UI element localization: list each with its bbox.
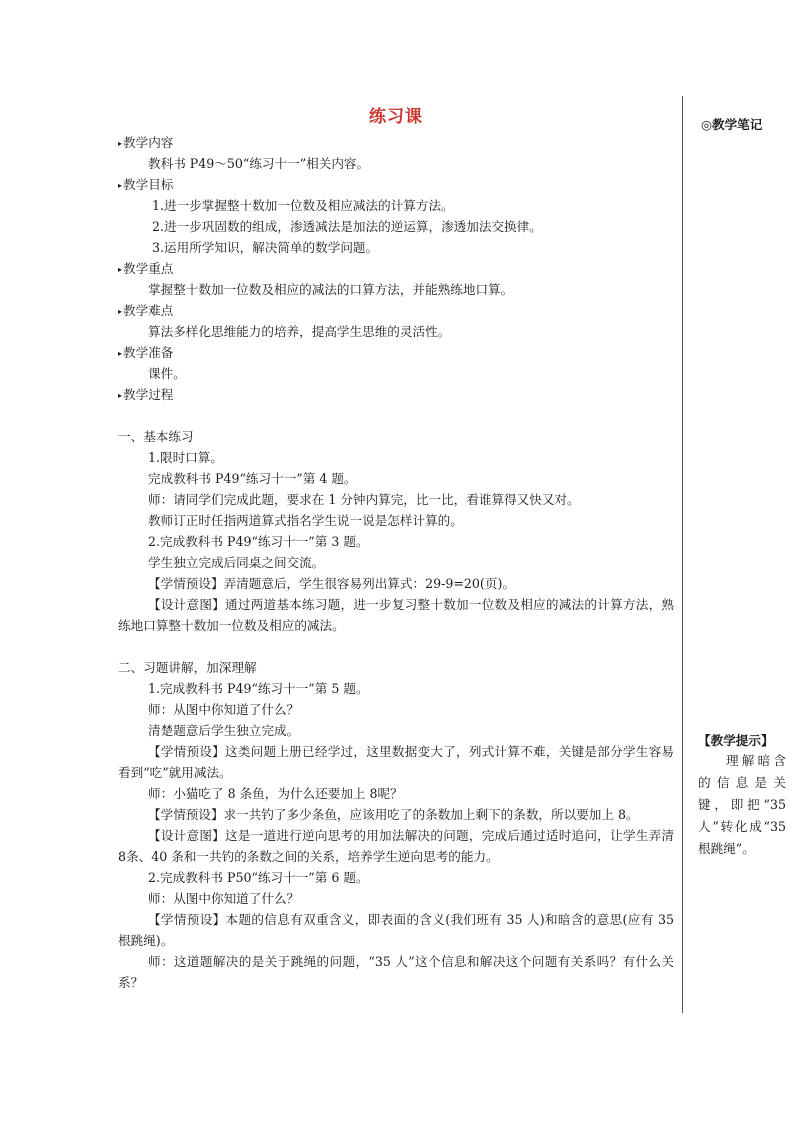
bullet-icon: ▸ [118, 139, 123, 148]
section-heading-content: ▸教学内容 [118, 135, 174, 150]
goal-line-2: 2.进一步巩固数的组成，渗透减法是加法的逆运算，渗透加法交换律。 [152, 219, 542, 234]
content-line: 教科书 P49～50“练习十一”相关内容。 [148, 156, 370, 171]
bullet-icon: ▸ [118, 181, 123, 190]
prep-line: 课件。 [148, 366, 186, 381]
teaching-notes-title: ◎教学笔记 [701, 117, 763, 132]
goal-line-3: 3.运用所学知识，解决简单的数学问题。 [152, 240, 379, 255]
difficulty-line: 算法多样化思维能力的培养，提高学生思维的灵活性。 [148, 324, 451, 339]
part2-preset-3: 【学情预设】本题的信息有双重含义，即表面的含义(我们班有 35 人)和暗含的意思(应有 35 根跳绳)。 [118, 912, 674, 948]
part1-design-intent: 【设计意图】通过两道基本练习题，进一步复习整十数加一位数及相应的减法的计算方法，熟练地口算整十数加一位数及相应的减法。 [118, 597, 674, 633]
part2-line: 清楚题意后学生独立完成。 [148, 723, 300, 738]
lesson-plan [118, 104, 674, 993]
part1-line: 完成教科书 P49“练习十一”第 4 题。 [148, 471, 357, 486]
part1-line: 【学情预设】弄清题意后，学生很容易列出算式：29-9=20(页)。 [148, 576, 515, 591]
section-heading-difficulty: ▸教学难点 [118, 303, 174, 318]
part2-teacher-2: 师：这道题解决的是关于跳绳的问题，“35 人”这个信息和解决这个问题有关系吗？有什么关系？ [118, 954, 674, 990]
page-title: 练习课 [369, 107, 423, 127]
key-line: 掌握整十数加一位数及相应的减法的口算方法，并能熟练地口算。 [148, 282, 514, 297]
bullet-icon: ▸ [118, 349, 123, 358]
goal-line-1: 1.进一步掌握整十数加一位数及相应减法的计算方法。 [152, 198, 454, 213]
section-heading-key: ▸教学重点 [118, 261, 174, 276]
part1-line: 师：请同学们完成此题，要求在 1 分钟内算完，比一比，看谁算得又快又对。 [148, 492, 580, 507]
column-divider [682, 96, 683, 1013]
bullet-icon: ▸ [118, 265, 123, 274]
part2-heading: 二、习题讲解，加深理解 [118, 660, 257, 675]
part1-line: 1.限时口算。 [148, 450, 223, 465]
part2-line: 2.完成教科书 P50“练习十一”第 6 题。 [148, 870, 369, 885]
section-heading-goals: ▸教学目标 [118, 177, 174, 192]
bullet-icon: ▸ [118, 307, 123, 316]
section-heading-prep: ▸教学准备 [118, 345, 174, 360]
part1-line: 2.完成教科书 P49“练习十一”第 3 题。 [148, 534, 369, 549]
part2-preset-2: 【学情预设】求一共钓了多少条鱼，应该用吃了的条数加上剩下的条数，所以要加上 8。 [148, 807, 639, 822]
bullet-icon: ▸ [118, 391, 123, 400]
part2-line: 师：从图中你知道了什么？ [148, 891, 300, 906]
part2-line: 师：从图中你知道了什么？ [148, 702, 300, 717]
part2-line: 1.完成教科书 P49“练习十一”第 5 题。 [148, 681, 369, 696]
section-heading-process: ▸教学过程 [118, 387, 174, 402]
part1-heading: 一、基本练习 [118, 429, 194, 444]
part1-line: 学生独立完成后同桌之间交流。 [148, 555, 325, 570]
part2-preset-1: 【学情预设】这类问题上册已经学过，这里数据变大了，列式计算不难，关键是部分学生容易看到“吃”就用减法。 [118, 744, 674, 780]
part2-design-intent: 【设计意图】这是一道进行逆向思考的用加法解决的问题，完成后通过适时追问，让学生弄清 8条、40 条和一共钓的条数之间的关系，培养学生逆向思考的能力。 [118, 828, 674, 864]
teaching-tip-title: 【教学提示】 [698, 733, 774, 748]
part2-teacher-1: 师：小猫吃了 8 条鱼，为什么还要加上 8呢？ [148, 786, 403, 801]
teaching-tip-text: 理解暗含的信息是关键，即把“35人”转化成“35根跳绳”。 [698, 753, 786, 856]
part1-line: 教师订正时任指两道算式指名学生说一说是怎样计算的。 [148, 513, 463, 528]
